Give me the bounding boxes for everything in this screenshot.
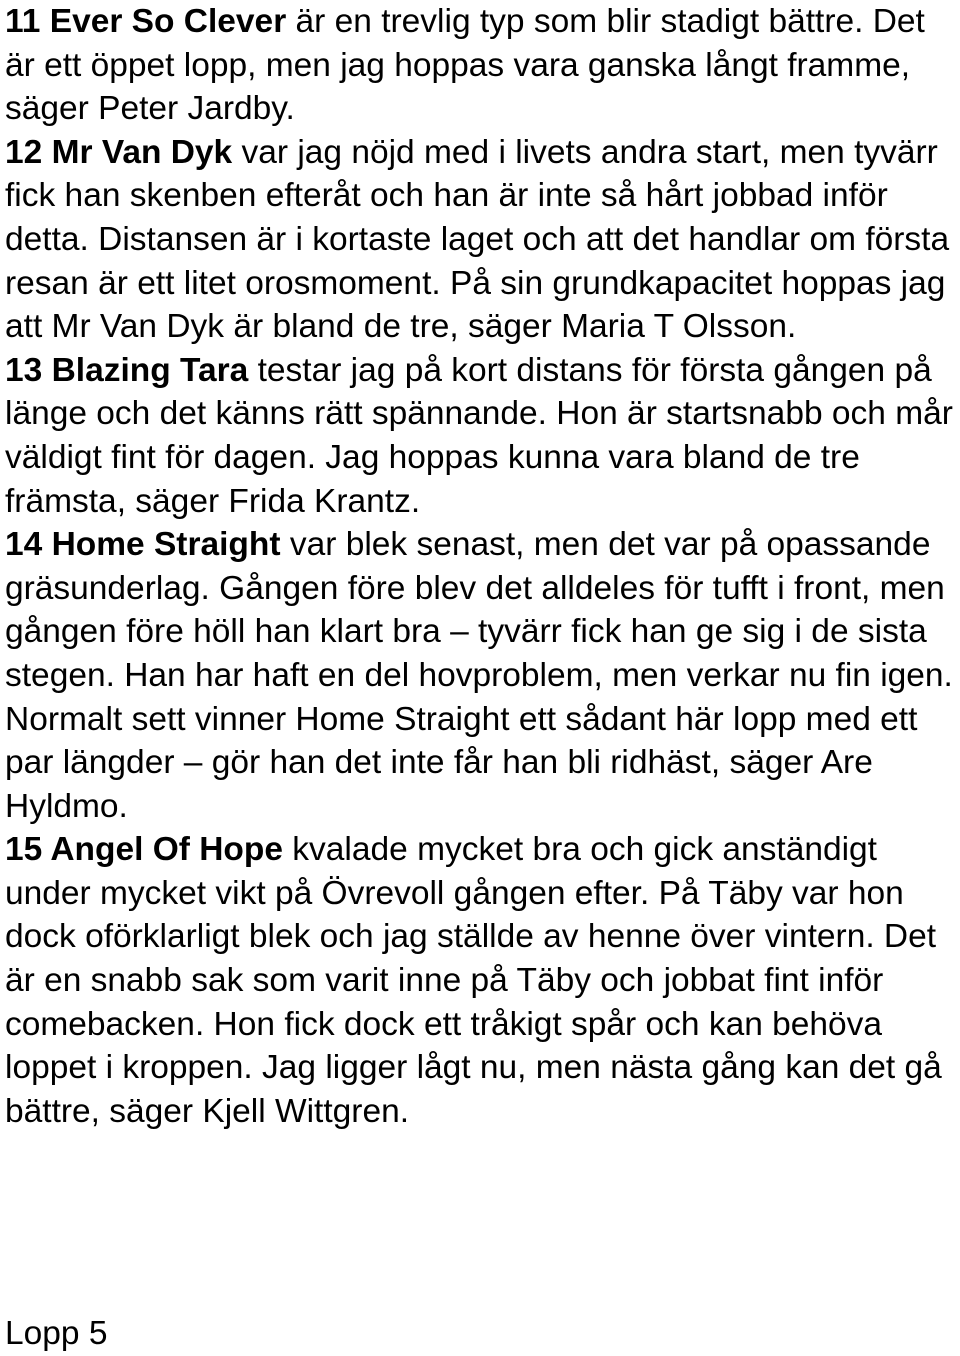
horse-entry-15 — [5, 828, 957, 1133]
horse-comment: kvalade mycket bra och gick anständigt under mycket vikt på Övrevoll gången efter. På Täby var hon dock oförklarligt blek och jag ställde av henne över vintern. Det är en snabb sak som varit inne på Täby och jobbat fint inför comebacken. Hon fick dock ett tråkigt spår och kan behöva loppet i kroppen. Jag ligger lågt nu, men nästa gång kan det gå bättre, säger Kjell Wittgren. — [5, 831, 942, 1130]
horse-comment: testar jag på kort distans för första gången på länge och det känns rätt spännande. Hon är startsnabb och mår väldigt fint för dagen. Jag hoppas kunna vara bland de tre främsta, säger Frida Krantz. — [5, 351, 953, 520]
horse-name: 15 Angel Of Hope — [5, 831, 283, 869]
horse-entry-14 — [5, 523, 957, 828]
horse-comment: var jag nöjd med i livets andra start, men tyvärr fick han skenben efteråt och han är inte så hårt jobbad inför detta. Distansen är i kortaste laget och att det handlar om första resan är ett litet orosmoment. På sin grundkapacitet hoppas jag att Mr Van Dyk är bland de tre, säger Maria T Olsson. — [5, 133, 950, 346]
race-label: Lopp 5 — [5, 1315, 108, 1352]
horse-name: 14 Home Straight — [5, 526, 281, 564]
horse-entry-13 — [5, 349, 957, 523]
document-body — [5, 0, 957, 1133]
horse-name: 12 Mr Van Dyk — [5, 133, 233, 171]
horse-entry-12 — [5, 131, 957, 349]
horse-name: 13 Blazing Tara — [5, 351, 249, 389]
horse-comment: var blek senast, men det var på opassande gräsunderlag. Gången före blev det alldeles för tufft i front, men gången före höll han klart bra – tyvärr fick han ge sig i de sista stegen. Han har haft en del hovproblem, men verkar nu fin igen. Normalt sett vinner Home Straight ett sådant här lopp med ett par längder – gör han det inte får han bli ridhäst, säger Are Hyldmo. — [5, 526, 953, 825]
horse-name: 11 Ever So Clever — [5, 3, 287, 40]
horse-entry-11 — [5, 0, 957, 131]
horse-comment: är en trevlig typ som blir stadigt bättre. Det är ett öppet lopp, men jag hoppas vara ganska långt framme, säger Peter Jardby. — [5, 3, 925, 128]
